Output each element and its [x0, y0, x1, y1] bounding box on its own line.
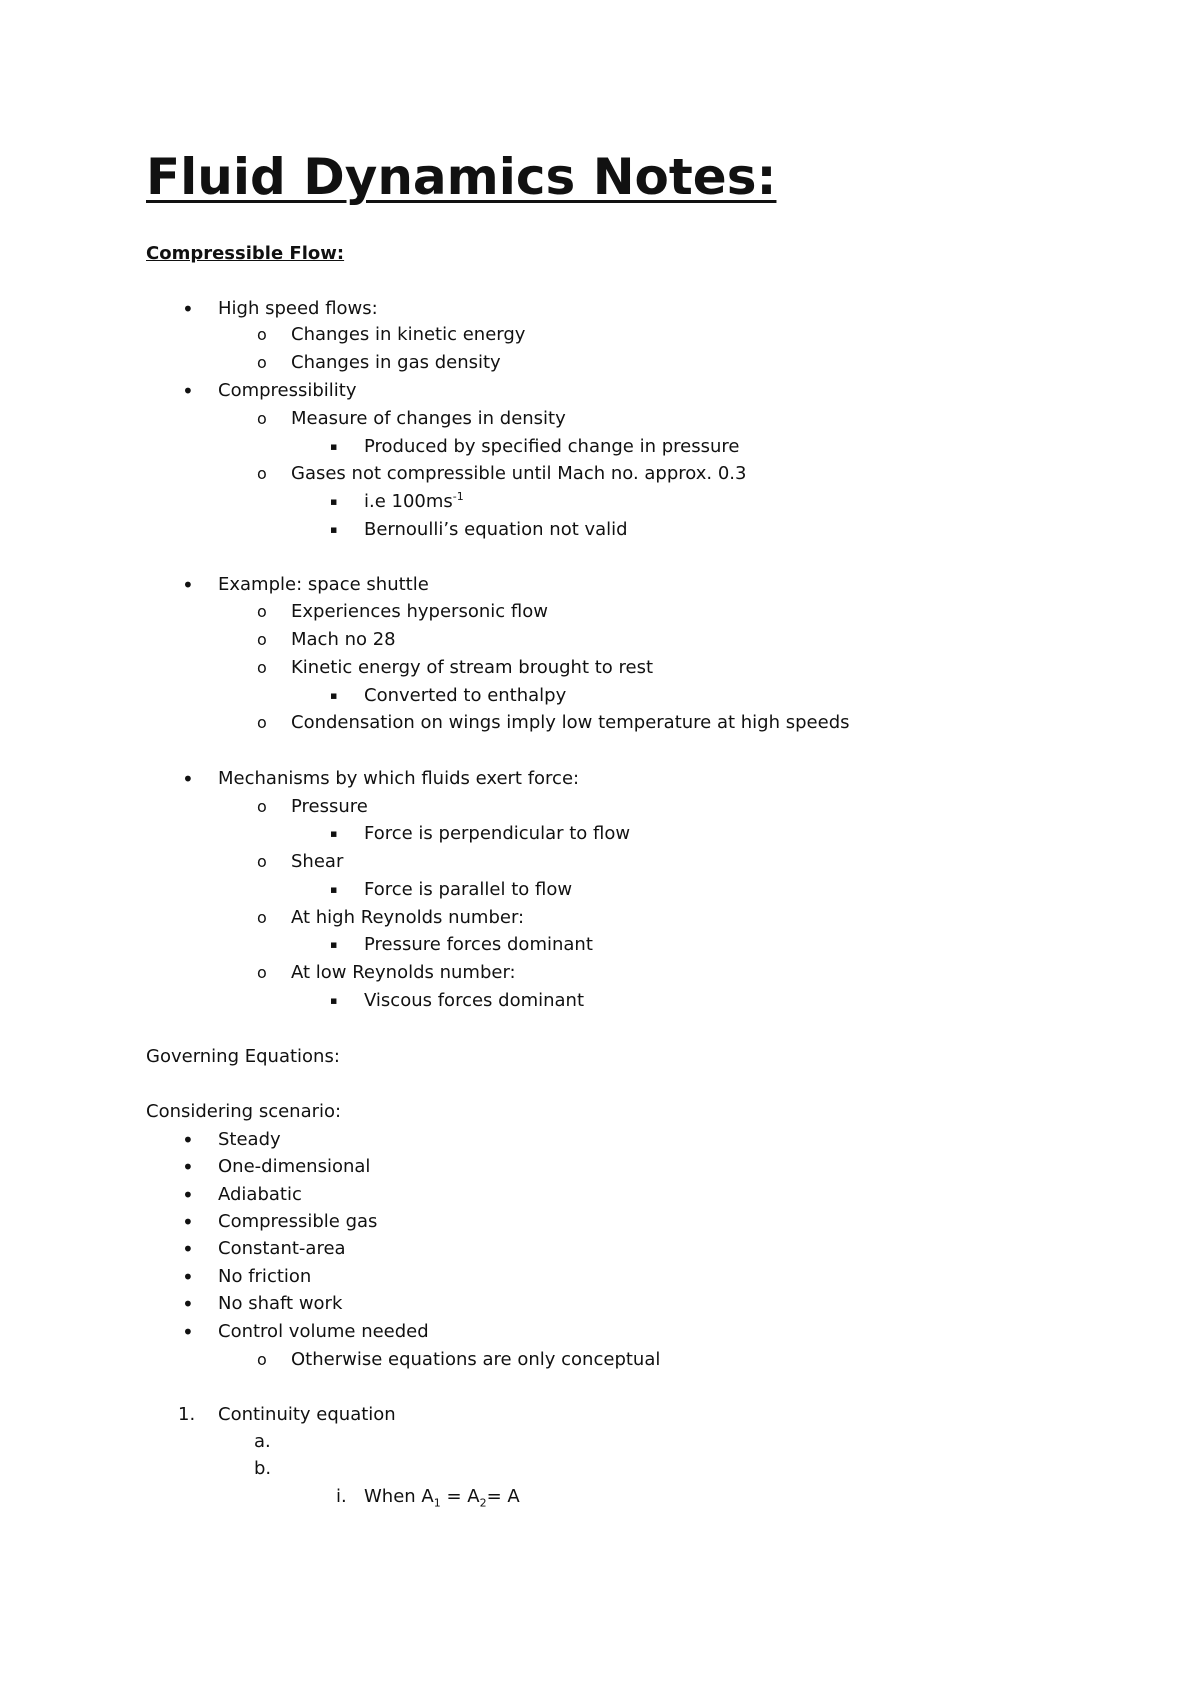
- velocity-exponent: -1: [452, 490, 464, 503]
- condition-text: When A: [364, 1486, 434, 1507]
- bullet-square: ▪: [330, 495, 338, 508]
- bullet-disc: •: [182, 1237, 194, 1261]
- list-item: Condensation on wings imply low temperature at high speeds: [291, 712, 850, 733]
- bullet-disc: •: [182, 297, 194, 321]
- bullet-circle: o: [257, 353, 267, 372]
- bullet-circle: o: [257, 409, 267, 428]
- bullet-circle: o: [257, 1350, 267, 1369]
- list-item: Measure of changes in density: [291, 408, 566, 429]
- list-item: Kinetic energy of stream brought to rest: [291, 657, 654, 678]
- list-item: [364, 491, 464, 513]
- bullet-disc: •: [182, 1292, 194, 1316]
- list-item: Viscous forces dominant: [364, 990, 585, 1011]
- bullet-circle: o: [257, 602, 267, 621]
- list-item: Changes in gas density: [291, 352, 501, 373]
- bullet-circle: o: [257, 797, 267, 816]
- list-item: Compressibility: [218, 380, 357, 401]
- list-item: Adiabatic: [218, 1184, 302, 1205]
- number-marker-1: 1.: [178, 1404, 196, 1425]
- subscript-1: 1: [433, 1496, 441, 1510]
- bullet-disc: •: [182, 1265, 194, 1289]
- list-item: Force is perpendicular to flow: [364, 823, 631, 844]
- list-item: Mach no 28: [291, 629, 396, 650]
- list-item: One-dimensional: [218, 1156, 371, 1177]
- list-item: At high Reynolds number:: [291, 907, 525, 928]
- bullet-disc: •: [182, 1128, 194, 1152]
- subscript-2: 2: [479, 1496, 487, 1510]
- list-item: Continuity equation: [218, 1404, 396, 1425]
- section-heading-compressible-flow: Compressible Flow:: [146, 243, 345, 264]
- bullet-circle: o: [257, 658, 267, 677]
- bullet-square: ▪: [330, 523, 338, 536]
- list-item: Otherwise equations are only conceptual: [291, 1349, 661, 1370]
- scenario-label: Considering scenario:: [146, 1101, 342, 1122]
- bullet-circle: o: [257, 852, 267, 871]
- bullet-circle: o: [257, 630, 267, 649]
- bullet-disc: •: [182, 573, 194, 597]
- list-item: Steady: [218, 1129, 281, 1150]
- letter-marker-a: a.: [254, 1431, 271, 1452]
- list-item: Mechanisms by which fluids exert force:: [218, 768, 580, 789]
- list-item: Produced by specified change in pressure: [364, 436, 740, 457]
- bullet-circle: o: [257, 963, 267, 982]
- bullet-circle: o: [257, 325, 267, 344]
- list-item: Gases not compressible until Mach no. approx. 0.3: [291, 463, 747, 484]
- roman-marker-i: i.: [336, 1486, 347, 1507]
- bullet-square: ▪: [330, 883, 338, 896]
- bullet-disc: •: [182, 1210, 194, 1234]
- bullet-square: ▪: [330, 827, 338, 840]
- bullet-square: ▪: [330, 994, 338, 1007]
- list-item: No friction: [218, 1266, 312, 1287]
- list-item: Constant-area: [218, 1238, 346, 1259]
- bullet-circle: o: [257, 464, 267, 483]
- bullet-disc: •: [182, 1155, 194, 1179]
- bullet-square: ▪: [330, 440, 338, 453]
- list-item: High speed flows:: [218, 298, 378, 319]
- bullet-disc: •: [182, 1320, 194, 1344]
- bullet-disc: •: [182, 767, 194, 791]
- bullet-square: ▪: [330, 689, 338, 702]
- letter-marker-b: b.: [254, 1458, 272, 1479]
- list-item: Force is parallel to flow: [364, 879, 573, 900]
- list-item: Experiences hypersonic flow: [291, 601, 548, 622]
- section-heading-governing-equations: Governing Equations:: [146, 1046, 340, 1067]
- list-item: Compressible gas: [218, 1211, 378, 1232]
- page-title: Fluid Dynamics Notes:: [146, 148, 777, 206]
- list-item: Bernoulli’s equation not valid: [364, 519, 628, 540]
- condition-text: = A: [440, 1486, 480, 1507]
- bullet-circle: o: [257, 908, 267, 927]
- list-item: At low Reynolds number:: [291, 962, 516, 983]
- list-item: Control volume needed: [218, 1321, 429, 1342]
- list-item: Changes in kinetic energy: [291, 324, 526, 345]
- bullet-disc: •: [182, 1183, 194, 1207]
- velocity-text: i.e 100ms: [364, 491, 453, 512]
- list-item: Example: space shuttle: [218, 574, 429, 595]
- list-item: [364, 1486, 520, 1508]
- list-item: No shaft work: [218, 1293, 343, 1314]
- bullet-circle: o: [257, 713, 267, 732]
- list-item: Pressure: [291, 796, 368, 817]
- condition-text: = A: [486, 1486, 520, 1507]
- bullet-disc: •: [182, 379, 194, 403]
- list-item: Pressure forces dominant: [364, 934, 593, 955]
- list-item: Shear: [291, 851, 344, 872]
- bullet-square: ▪: [330, 938, 338, 951]
- list-item: Converted to enthalpy: [364, 685, 567, 706]
